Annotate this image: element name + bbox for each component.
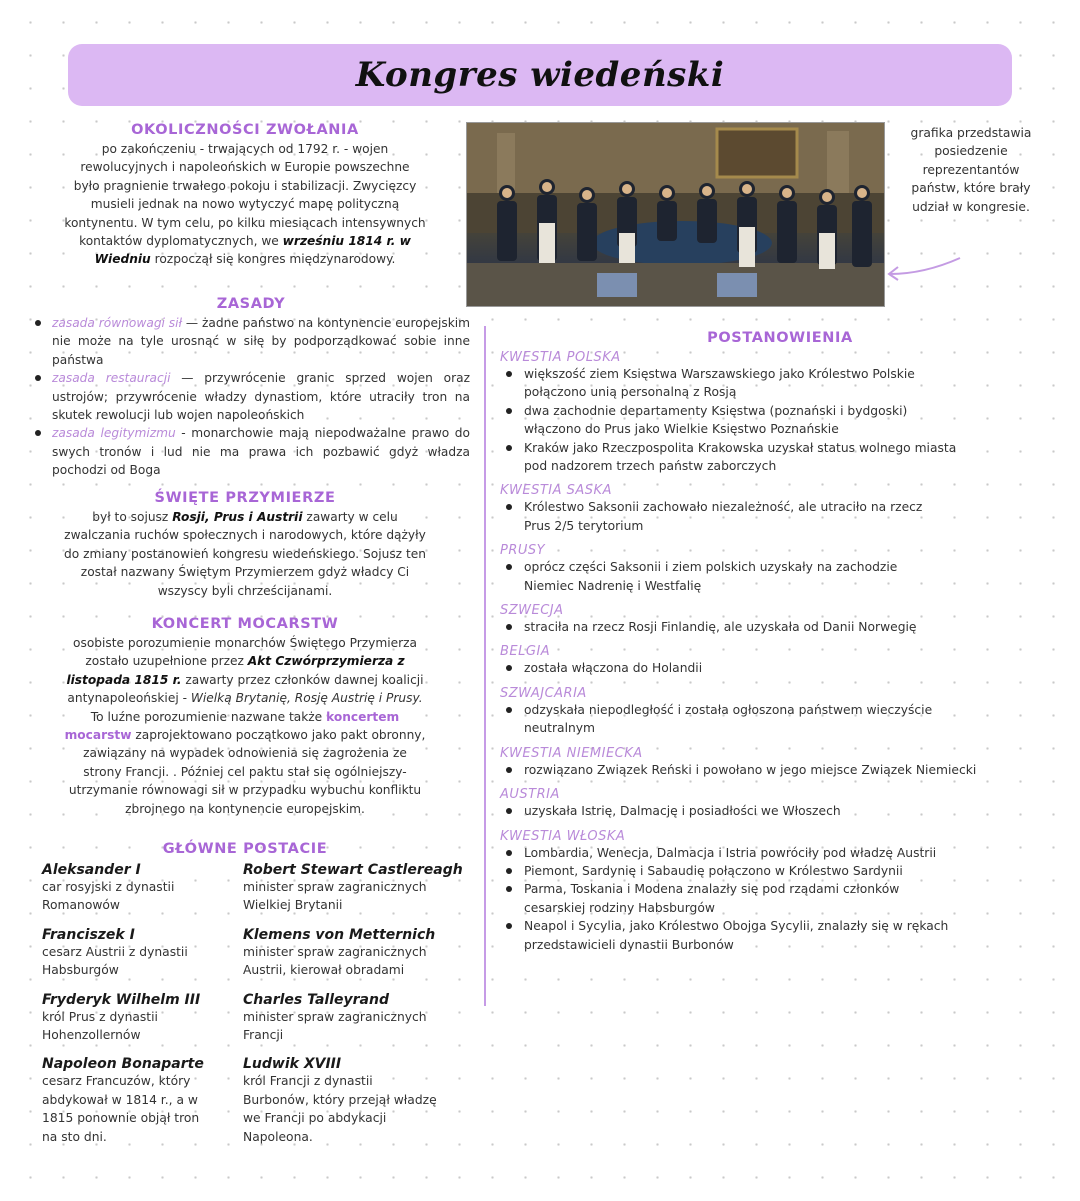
text-line: zawiązany na wypadek odnowienia się zagrożenia ze (83, 746, 407, 761)
person-desc: król Prus z dynastii (42, 1009, 158, 1024)
person-card (243, 1056, 483, 1146)
list-item (500, 402, 1060, 439)
text-span: antynapoleońskiej - (67, 691, 191, 706)
person-desc: abdykował w 1814 r., a w (42, 1092, 198, 1107)
person-desc: Austrii, kierował obradami (243, 963, 405, 978)
text-line (40, 671, 450, 689)
text-span: zostało uzupełnione przez (85, 654, 248, 669)
section-okolicznosci (40, 122, 450, 269)
painting-illustration (467, 123, 884, 306)
text-line: wszyscy byli chrześcijanami. (157, 583, 333, 598)
person-desc: na sto dni. (42, 1129, 107, 1144)
issue-title: KWESTIA POLSKA (500, 350, 621, 365)
list-item (500, 802, 1060, 820)
issue-block (500, 644, 1060, 677)
item-line: przedstawicieli dynastii Burbonów (524, 937, 734, 952)
text-span: rozpoczął się kongres międzynarodowy. (150, 252, 396, 267)
person-name: Napoleon Bonaparte (42, 1056, 204, 1073)
person-name: Charles Talleyrand (243, 991, 389, 1008)
item-line: Niemiec Nadrenię i Westfalię (524, 578, 702, 593)
issue-title: PRUSY (500, 543, 546, 559)
person-desc: król Francji z dynastii (243, 1074, 373, 1089)
list-item (500, 880, 1060, 917)
section-swiete-przymierze (40, 490, 450, 600)
bold-span: Rosji, Prus i Austrii (172, 510, 303, 524)
item-line: oprócz części Saksonii i ziem polskich uzyskały na zachodzie (524, 560, 898, 575)
bold-span: listopada 1815 r. (66, 672, 182, 687)
person-desc: Francji (243, 1028, 284, 1043)
section-heading: ŚWIĘTE PRZYMIERZE (154, 490, 336, 506)
photo-caption: grafika przedstawia posiedzenie reprezentantów państw, które brały udział w kongresie. (910, 126, 1032, 214)
text-span: zawarty w celu (302, 510, 398, 524)
person-name: Franciszek I (42, 926, 135, 943)
person-desc: cesarz Austrii z dynastii (42, 944, 188, 959)
person-desc: car rosyjski z dynastii (42, 880, 175, 894)
item-line: Piemont, Sardynię i Sabaudię połączono w Królestwo Sardynii (524, 863, 903, 878)
issue-title: KWESTIA SASKA (500, 483, 612, 499)
item-line: uzyskała Istrię, Dalmację i posiadłości we Włoszech (524, 804, 841, 819)
issue-block (500, 686, 1060, 738)
item-line: włączono do Prus jako Wielkie Księstwo Poznańskie (524, 422, 839, 437)
text-line: strony Francji. . Później cel paktu stał się ogólniejszy- (83, 764, 407, 779)
section-zasady (32, 296, 470, 480)
item-line: neutralnym (524, 721, 596, 736)
term: zasada legitymizmu (52, 426, 176, 441)
list-item (500, 618, 1060, 636)
item-line: większość ziem Księstwa Warszawskiego jako Królestwo Polskie (524, 367, 915, 381)
item-line: Królestwo Saksonii zachowało niezależność, ale utraciło na rzecz (524, 500, 923, 515)
text-line: został nazwany Świętym Przymierzem gdyż władcy Ci (80, 565, 410, 580)
list-item (500, 844, 1060, 862)
term-desc: - monarchowie mają niepodważalne prawo do swych tronów i lud nie ma prawa ich pozbawić gdyż władza pochodzi od Boga (52, 426, 470, 478)
person-desc: Burbonów, który przejął władzę (243, 1092, 437, 1107)
item-line: pod nadzorem trzech państw zaborczych (524, 459, 777, 474)
text-line (40, 708, 450, 726)
bold-span: Wiedniu (94, 252, 151, 267)
text-line: po zakończeniu - trwających od 1792 r. - wojen (101, 142, 389, 156)
postanowienia-list (500, 350, 1060, 954)
text-line: zbrojnego na kontynencie europejskim. (125, 801, 365, 816)
person-card (243, 927, 483, 980)
list-item (32, 424, 470, 479)
list-item (32, 369, 470, 424)
list-item (500, 365, 1060, 402)
person-desc: minister spraw zagranicznych (243, 880, 427, 894)
section-text (40, 140, 450, 269)
text-span: zaprojektowano początkowo jako pakt obronny, (131, 728, 426, 743)
list-item (500, 439, 1060, 476)
item-line: została włączona do Holandii (524, 661, 703, 676)
title-banner (68, 44, 1012, 106)
text-span: był to sojusz (92, 510, 173, 524)
item-line: Kraków jako Rzeczpospolita Krakowska uzyskał status wolnego miasta (524, 440, 957, 455)
person-desc: Hohenzollernów (42, 1028, 141, 1043)
person-desc: Romanowów (42, 898, 120, 913)
bold-span: wrześniu 1814 r. w (282, 234, 411, 249)
person-card (243, 992, 483, 1045)
text-line (40, 250, 450, 268)
item-line: odzyskała niepodległość i została ogłoszona państwem wieczyście (524, 702, 933, 717)
text-line (40, 508, 450, 526)
issue-title: SZWECJA (500, 603, 564, 619)
person-desc: minister spraw zagranicznych (243, 1009, 427, 1024)
text-line (40, 232, 450, 250)
item-line: rozwiązano Związek Reński i powołano w jego miejsce Związek Niemiecki (524, 762, 977, 777)
person-card (243, 862, 483, 915)
issue-title: KWESTIA WŁOSKA (500, 828, 626, 844)
list-item (500, 498, 1060, 535)
issue-block (500, 543, 1060, 595)
persons-right-column (243, 862, 483, 1146)
person-desc: we Francji po abdykacji (243, 1111, 387, 1126)
person-card (42, 927, 232, 980)
text-line: do zmiany postanowień kongresu wiedeńskiego. Sojusz ten (64, 546, 426, 561)
issue-block (500, 603, 1060, 636)
persons-left-column (42, 862, 232, 1146)
person-desc: minister spraw zagranicznych (243, 944, 427, 959)
section-heading-postacie: GŁÓWNE POSTACIE (162, 841, 328, 857)
issue-title: KWESTIA NIEMIECKA (500, 745, 643, 761)
rules-list (32, 314, 470, 480)
person-desc: 1815 ponownie objął tron (42, 1111, 200, 1126)
section-heading-postanowienia: POSTANOWIENIA (707, 330, 853, 346)
list-item (500, 659, 1060, 677)
person-name: Aleksander I (42, 862, 141, 878)
person-name: Ludwik XVIII (243, 1056, 342, 1073)
item-line: Parma, Toskania i Modena znalazły się pod rządami członków (524, 882, 900, 897)
text-line: było pragnienie trwałego pokoju i stabilizacji. Zwycięzcy (73, 178, 417, 193)
issue-title: AUSTRIA (500, 787, 560, 803)
item-line: Prus 2/5 terytorium (524, 518, 644, 533)
person-desc: Wielkiej Brytanii (243, 898, 343, 913)
person-card (42, 1056, 232, 1146)
text-line: rewolucyjnych i napoleońskich w Europie powszechne (80, 160, 410, 175)
text-span: kontaktów dyplomatycznych, we (79, 234, 283, 249)
person-desc: cesarz Francuzów, który (42, 1074, 191, 1089)
column-divider (484, 326, 486, 1006)
text-line: utrzymanie równowagi sił w przypadku wybuchu konfliktu (68, 783, 422, 798)
bold-span: Akt Czwórprzymierza z (247, 654, 405, 669)
highlight-span: mocarstw (64, 728, 132, 743)
list-item (500, 761, 1060, 779)
person-name: Robert Stewart Castlereagh (243, 862, 463, 878)
arrow-icon (884, 252, 964, 282)
list-item (32, 314, 470, 369)
item-line: połączono unią personalną z Rosją (524, 385, 737, 400)
italic-span: Wielką Brytanię, Rosję Austrię i Prusy. (190, 691, 423, 706)
term: zasada równowagi sił (52, 316, 183, 330)
person-desc: Napoleona. (243, 1129, 313, 1144)
term-desc: — przywrócenie granic sprzed wojen oraz ustrojów; przywrócenie władzy dynastiom, które utraciły tron na skutek rewolucji lub wojen napoleońskich (52, 371, 470, 423)
list-item (500, 701, 1060, 738)
item-line: straciła na rzecz Rosji Finlandię, ale uzyskała od Danii Norwegię (524, 620, 917, 635)
text-span: To luźne porozumienie nazwane także (90, 709, 327, 724)
issue-block (500, 483, 1060, 535)
person-desc: Habsburgów (42, 963, 119, 978)
item-line: Neapol i Sycylia, jako Królestwo Obojga Sycylii, znalazły się w rękach (524, 919, 949, 934)
term: zasada restauracji (52, 371, 171, 386)
person-card (42, 862, 232, 915)
person-name: Fryderyk Wilhelm III (42, 991, 201, 1008)
issue-block (500, 787, 1060, 820)
text-line: osobiste porozumienie monarchów Świętego Przymierza (73, 636, 417, 650)
person-name: Klemens von Metternich (243, 926, 436, 943)
highlight-span: koncertem (326, 709, 400, 724)
item-line: cesarskiej rodziny Habsburgów (524, 900, 715, 915)
text-line (40, 689, 450, 707)
section-text (40, 508, 450, 600)
list-item (500, 917, 1060, 954)
section-koncert-mocarstw (40, 616, 450, 818)
issue-block (500, 746, 1060, 779)
issue-title: SZWAJCARIA (500, 685, 587, 701)
congress-painting (466, 122, 885, 307)
page-title: Kongres wiedeński (355, 55, 725, 95)
issue-block (500, 350, 1060, 475)
term-desc: — żadne państwo na kontynencie europejskim nie może na tyle urosnąć w siłę by podporządkować sobie inne państwa (52, 316, 471, 367)
section-text (40, 634, 450, 818)
text-span: zawarty przez członków dawnej koalicji (181, 672, 424, 687)
list-item (500, 862, 1060, 880)
section-heading: ZASADY (216, 296, 286, 312)
item-line: dwa zachodnie departamenty Księstwa (poznański i bydgoski) (524, 403, 908, 418)
section-heading: OKOLICZNOŚCI ZWOŁANIA (131, 122, 359, 138)
text-line: musieli jednak na nowo wytyczyć mapę polityczną (90, 197, 400, 212)
text-line: kontynentu. W tym celu, po kilku miesiącach intensywnych (64, 215, 426, 230)
list-item (500, 558, 1060, 595)
issue-block (500, 829, 1060, 954)
section-heading: KONCERT MOCARSTW (151, 616, 339, 632)
item-line: Lombardia, Wenecja, Dalmacja i Istria powróciły pod władzę Austrii (524, 845, 937, 860)
issue-title: BELGIA (500, 644, 551, 660)
person-card (42, 992, 232, 1045)
text-line (40, 652, 450, 670)
text-line (40, 726, 450, 744)
text-line: zwalczania ruchów społecznych i narodowych, które dążyły (64, 528, 426, 543)
